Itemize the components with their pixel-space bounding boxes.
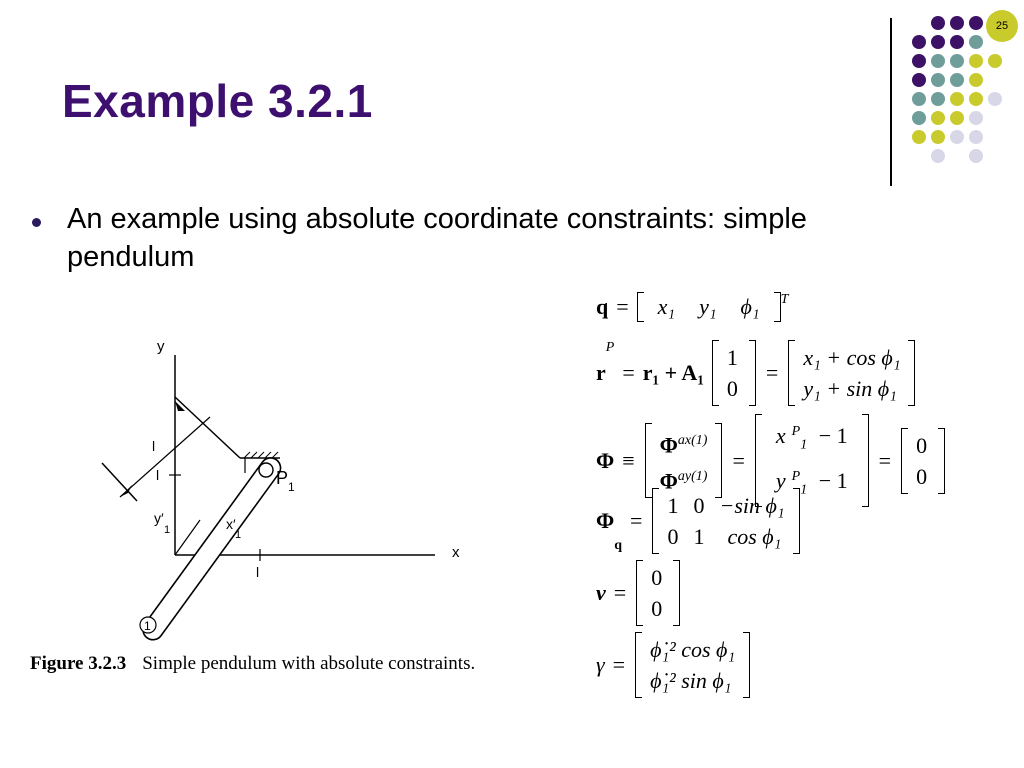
phi-result-vector	[901, 428, 945, 494]
decorative-dot	[950, 16, 964, 30]
matrix-cell: cos ϕ₁	[727, 524, 782, 549]
matrix-cell: x	[775, 423, 786, 449]
matrix-cell: ϕ̇₁² cos ϕ₁	[650, 637, 736, 662]
decorative-dot	[931, 16, 945, 30]
local-x-sub: 1	[235, 529, 242, 541]
decorative-dot	[969, 92, 983, 106]
pendulum-figure	[80, 325, 480, 645]
decorative-dot	[912, 111, 926, 125]
q-entry: ϕ₁	[740, 294, 760, 319]
local-x-axis	[175, 520, 200, 555]
nu-lhs: ν	[596, 580, 606, 605]
matrix-cell: Φ	[659, 468, 678, 494]
decorative-dot	[969, 149, 983, 163]
matrix-cell: 1	[693, 524, 705, 549]
equation-phi: Φ ≡ $\Phi^{ax(1)}$ $\Phi^{ay(1)}$ = x $^P_1$ − 1 y $^P_1$ − 1 = 0 0	[596, 414, 947, 507]
equation-r: r P = r₁ + A₁ 1 0 = x₁ + cos ϕ₁ y₁ + sin ϕ₁	[596, 340, 917, 406]
phi-vector	[645, 423, 723, 498]
jacobian-matrix	[652, 488, 799, 554]
decorative-dot	[912, 92, 926, 106]
r-sup: P	[605, 340, 615, 355]
matrix-cell: 1	[667, 493, 679, 518]
decorative-dot	[950, 130, 964, 144]
decorative-dot	[912, 130, 926, 144]
decorative-dot	[969, 16, 983, 30]
decorative-dot	[912, 35, 926, 49]
length-dimension-line	[120, 417, 210, 497]
decorative-dot	[931, 73, 945, 87]
matrix-cell-sup: P	[791, 468, 801, 484]
x-tick-label: l	[256, 564, 260, 580]
decorative-dot	[969, 111, 983, 125]
local-x-label: x′	[226, 516, 236, 532]
decorative-dot-grid	[0, 0, 1024, 200]
decorative-dot	[950, 92, 964, 106]
decorative-dot	[931, 149, 945, 163]
bullet-marker	[32, 218, 41, 227]
dimension-extension	[102, 463, 137, 501]
support-line	[175, 397, 240, 458]
matrix-cell: 0	[667, 524, 679, 549]
matrix-cell: y	[775, 468, 786, 494]
r-mid: r₁ + A₁	[642, 360, 704, 385]
equation-phiq: Φ q = 1 0 −sin ϕ₁ 0 1 cos ϕ₁	[596, 488, 802, 554]
decorative-dot	[950, 73, 964, 87]
decorative-dot	[969, 130, 983, 144]
decorative-dot	[912, 73, 926, 87]
point-label-sub: 1	[288, 480, 295, 494]
equation-gamma: γ = ϕ̇₁² cos ϕ₁ ϕ̇₁² sin ϕ₁	[596, 632, 752, 698]
matrix-cell-tail: − 1	[818, 468, 848, 494]
gamma-lhs: γ	[596, 652, 605, 677]
matrix-cell: y₁ + sin ϕ₁	[803, 376, 897, 401]
matrix-cell-sub: 1	[800, 437, 808, 453]
q-entry: y₁	[699, 294, 717, 319]
figure-caption	[30, 653, 475, 675]
q-vector	[637, 292, 781, 322]
matrix-cell: 0	[916, 463, 928, 489]
ground-hatch	[244, 452, 278, 458]
matrix-cell: 0	[726, 376, 738, 401]
matrix-cell-sup: P	[791, 424, 801, 439]
decorative-dot	[931, 92, 945, 106]
equation-nu: ν = 0 0	[596, 560, 682, 626]
matrix-cell: Φ	[659, 432, 678, 458]
decorative-dot	[931, 54, 945, 68]
matrix-cell: ϕ̇₁² sin ϕ₁	[650, 668, 732, 693]
figure-caption-text: Simple pendulum with absolute constraints.	[142, 653, 476, 674]
y-tick-label: l	[156, 467, 160, 483]
page-number-badge: 25	[986, 10, 1018, 42]
figure-caption-label: Figure 3.2.3	[30, 653, 127, 674]
gamma-vector	[635, 632, 750, 698]
matrix-cell: 0	[651, 565, 663, 590]
decorative-dot	[988, 92, 1002, 106]
y-axis-label: y	[157, 338, 165, 355]
decorative-dot	[969, 35, 983, 49]
decorative-dot	[969, 54, 983, 68]
decorative-dot	[912, 54, 926, 68]
matrix-cell-tail: − 1	[818, 423, 848, 449]
pendulum-body	[139, 454, 284, 644]
matrix-cell: 0	[651, 596, 663, 621]
matrix-cell: 0	[693, 493, 705, 518]
equation-q: q = x₁ y₁ ϕ₁ $^T$	[596, 292, 788, 322]
matrix-cell-sup: ax(1)	[677, 433, 708, 449]
q-entry: x₁	[657, 294, 676, 319]
decorative-dot	[950, 54, 964, 68]
decorative-dot	[969, 73, 983, 87]
slide-title: Example 3.2.1	[62, 75, 373, 127]
decorative-dot	[931, 130, 945, 144]
q-transpose: T	[780, 292, 789, 307]
body-label: 1	[144, 619, 151, 633]
length-label: l	[152, 438, 156, 454]
decorative-dot	[950, 111, 964, 125]
x-axis-label: x	[452, 544, 460, 561]
local-y-sub: 1	[164, 524, 171, 536]
decorative-dot	[988, 54, 1002, 68]
bullet-text: An example using absolute coordinate constraints: simple pendulum	[67, 203, 807, 273]
matrix-cell: 0	[916, 432, 928, 458]
matrix-cell-sup: ay(1)	[677, 468, 708, 484]
phiq-lhs: Φ	[596, 508, 615, 533]
matrix-cell-sub: 1	[800, 482, 808, 498]
phi-lhs: Φ	[596, 447, 615, 473]
matrix-cell: 1	[726, 345, 738, 370]
decorative-dot	[950, 35, 964, 49]
q-lhs: q	[596, 294, 609, 319]
point-label: P	[276, 468, 289, 488]
matrix-cell: −sin ϕ₁	[719, 493, 785, 518]
decorative-dot	[931, 111, 945, 125]
phiq-sub: q	[614, 538, 623, 553]
r-lhs: r	[596, 360, 606, 385]
r-result-vector	[788, 340, 915, 406]
local-y-label: y′	[154, 510, 164, 526]
matrix-cell: x₁ + cos ϕ₁	[803, 345, 901, 370]
nu-vector	[636, 560, 680, 626]
pin-joint	[259, 463, 273, 477]
decorative-dot	[931, 35, 945, 49]
r-unit-vector	[712, 340, 756, 406]
